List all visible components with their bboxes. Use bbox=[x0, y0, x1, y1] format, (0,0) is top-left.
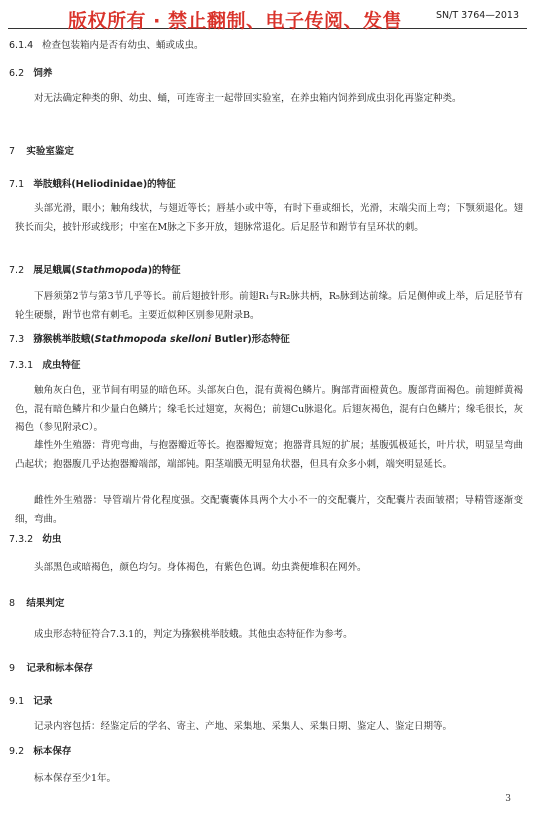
heading-title: 饲养 bbox=[33, 68, 53, 79]
heading-title-suffix: )的特征 bbox=[147, 265, 181, 276]
page-number: 3 bbox=[505, 794, 511, 804]
heading-title-latin: Heliodinidae bbox=[75, 179, 143, 190]
heading-7-3-1 bbox=[9, 359, 525, 373]
heading-number: 9.2 bbox=[9, 746, 25, 757]
heading-number: 9 bbox=[9, 663, 16, 674]
heading-7 bbox=[9, 145, 525, 159]
clause-text: 检查包装箱内是否有幼虫、蛹或成虫。 bbox=[42, 40, 204, 51]
heading-title-suffix: )的特征 bbox=[142, 179, 176, 190]
heading-number: 9.1 bbox=[9, 696, 25, 707]
heading-9-1 bbox=[9, 695, 525, 709]
heading-9-2 bbox=[9, 745, 525, 759]
heading-title: 实验室鉴定 bbox=[26, 146, 74, 157]
paragraph-7-3-1-male: 雄性外生殖器：背兜弯曲，与抱器瓣近等长。抱器瓣短宽；抱器背具短的扩展；基腹弧极延长，叶片状，明显呈弯曲凸起状；抱器腹几乎达抱器瓣端部，端部钝。阳茎端膜无明显角状器，但具有众多小刺，端突明显延长。 bbox=[15, 440, 523, 470]
heading-number: 7.3.2 bbox=[9, 534, 34, 545]
heading-title-latin: Stathmopoda bbox=[75, 265, 148, 276]
heading-6-2 bbox=[9, 67, 525, 81]
heading-title: 记录 bbox=[33, 696, 53, 707]
heading-title-prefix: 猕猴桃举肢蛾( bbox=[33, 334, 95, 345]
heading-7-3 bbox=[9, 333, 525, 347]
paragraph-7-1: 头部光滑，眼小；触角线状，与翅近等长；唇基小或中等，有时下垂或细长，光滑，末端尖而上弯；下颚须退化。翅狭长而尖，披针形或线形；中室在M脉之下多开放，翅脉常退化。后足胫节和跗节有呈环状的刺。 bbox=[15, 203, 523, 233]
heading-number: 7 bbox=[9, 146, 16, 157]
watermark-banner: 版权所有 · 禁止翻制、电子传阅、发售 bbox=[68, 10, 402, 32]
heading-number: 7.2 bbox=[9, 265, 25, 276]
heading-7-1 bbox=[9, 178, 525, 192]
paragraph-7-3-1-female: 雌性外生殖器：导管端片骨化程度强。交配囊囊体具两个大小不一的交配囊片，交配囊片表面皱褶；导精管逐渐变细，弯曲。 bbox=[15, 495, 523, 525]
heading-7-2 bbox=[9, 264, 525, 278]
heading-title: 标本保存 bbox=[33, 746, 72, 757]
paragraph-7-2: 下唇须第2节与第3节几乎等长。前后翅披针形。前翅R₁与R₂脉共柄，R₅脉到达前缘。后足侧伸或上举，后足胫节有轮生硬鬃，跗节也常有刺毛。主要近似种区别参见附录B。 bbox=[15, 291, 523, 321]
paragraph-9-2: 标本保存至少1年。 bbox=[34, 773, 117, 784]
heading-number: 7.3 bbox=[9, 334, 25, 345]
clause-number: 6.1.4 bbox=[9, 40, 34, 51]
heading-title-prefix: 展足蛾属( bbox=[33, 265, 76, 276]
paragraph-7-3-1-adult: 触角灰白色，亚节间有明显的暗色环。头部灰白色，混有黄褐色鳞片。胸部背面橙黄色。腹部背面褐色。前翅鲜黄褐色，混有暗色鳞片和少量白色鳞片；缘毛长过翅宽，灰褐色；前翅Cu脉退化。后翅灰褐色，混有白色鳞片；缘毛很长，灰褐色（参见附录C）。 bbox=[15, 385, 523, 434]
paragraph-7-3-2: 头部黑色或暗褐色，颜色均匀。身体褐色，有紫色色调。幼虫粪便堆积在网外。 bbox=[34, 562, 367, 573]
heading-title: 记录和标本保存 bbox=[26, 663, 93, 674]
heading-8 bbox=[9, 597, 525, 611]
paragraph-9-1: 记录内容包括：经鉴定后的学名、寄主、产地、采集地、采集人、采集日期、鉴定人、鉴定日期等。 bbox=[34, 721, 453, 732]
heading-title: 幼虫 bbox=[42, 534, 62, 545]
heading-9 bbox=[9, 662, 525, 676]
heading-7-3-2 bbox=[9, 533, 525, 547]
heading-title-latin: Stathmopoda skelloni bbox=[94, 334, 212, 345]
heading-number: 6.2 bbox=[9, 68, 25, 79]
heading-number: 7.3.1 bbox=[9, 360, 34, 371]
heading-title-suffix: Butler)形态特征 bbox=[211, 334, 290, 345]
heading-title: 成虫特征 bbox=[42, 360, 81, 371]
standard-code: SN/T 3764—2013 bbox=[436, 10, 520, 21]
paragraph-6-2: 对无法确定种类的卵、幼虫、蛹，可连寄主一起带回实验室，在养虫箱内饲养到成虫羽化再鉴定种类。 bbox=[34, 93, 462, 104]
heading-number: 7.1 bbox=[9, 179, 25, 190]
heading-title: 结果判定 bbox=[26, 598, 65, 609]
heading-number: 8 bbox=[9, 598, 16, 609]
paragraph-8: 成虫形态特征符合7.3.1的，判定为猕猴桃举肢蛾。其他虫态特征作为参考。 bbox=[34, 629, 353, 640]
clause-6-1-4 bbox=[9, 39, 525, 53]
heading-title-prefix: 举肢蛾科( bbox=[33, 179, 76, 190]
